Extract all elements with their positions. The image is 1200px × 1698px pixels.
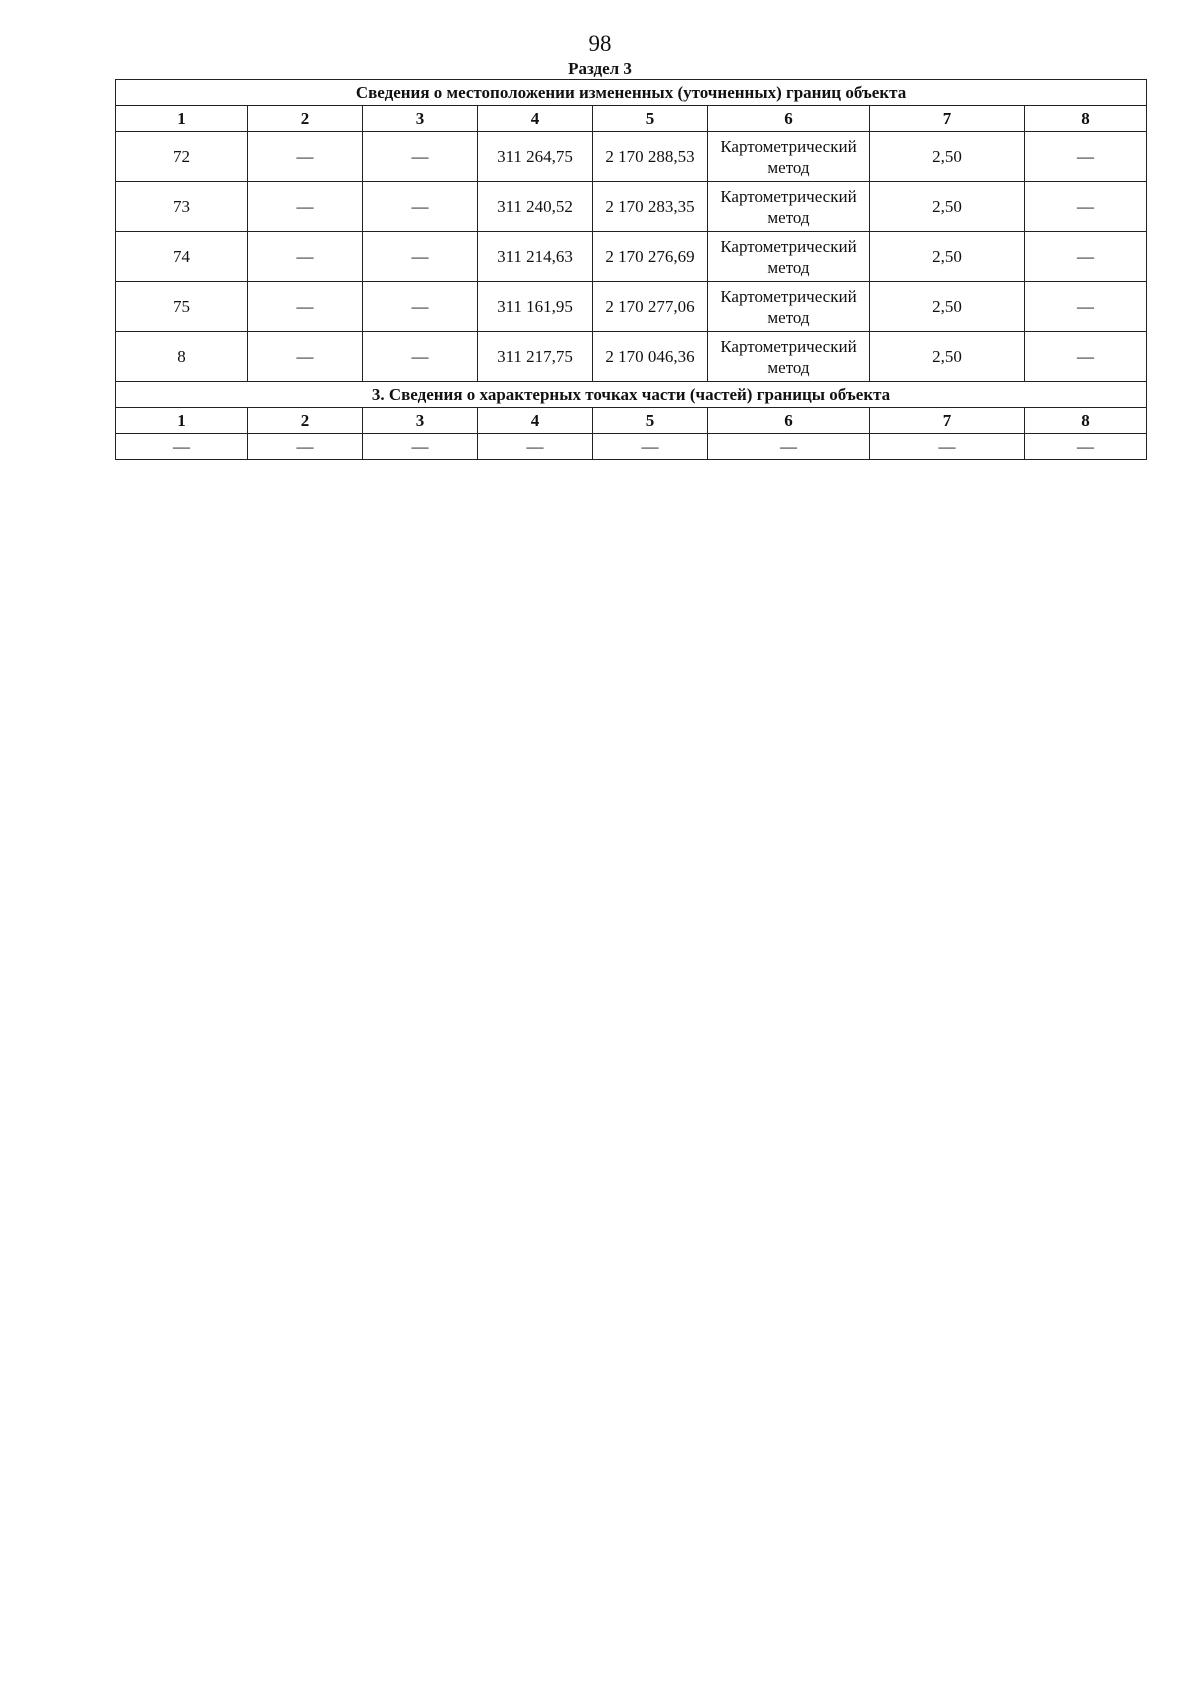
table1-caption bbox=[116, 80, 1147, 106]
table-cell: — bbox=[248, 332, 363, 382]
column-number-cell: 6 bbox=[708, 408, 870, 434]
table-cell: 311 264,75 bbox=[478, 132, 593, 182]
table-cell: 2 170 276,69 bbox=[593, 232, 708, 282]
table-cell: — bbox=[248, 232, 363, 282]
table-cell: 2,50 bbox=[870, 232, 1025, 282]
table-cell: — bbox=[870, 434, 1025, 460]
table-cell: — bbox=[363, 182, 478, 232]
column-number-cell: 2 bbox=[248, 106, 363, 132]
page-number: 98 bbox=[588, 31, 612, 56]
table-cell: — bbox=[1025, 282, 1147, 332]
table-cell: 2 170 283,35 bbox=[593, 182, 708, 232]
table-cell: Картометрический метод bbox=[708, 282, 870, 332]
table-cell: 311 217,75 bbox=[478, 332, 593, 382]
table-cell: Картометрический метод bbox=[708, 332, 870, 382]
column-number-cell: 1 bbox=[116, 408, 248, 434]
column-number-cell: 2 bbox=[248, 408, 363, 434]
column-number-cell: 6 bbox=[708, 106, 870, 132]
table-cell: — bbox=[363, 132, 478, 182]
table2-caption bbox=[116, 382, 1147, 408]
table-cell: 73 bbox=[116, 182, 248, 232]
table-cell: 311 214,63 bbox=[478, 232, 593, 282]
table-cell: 8 bbox=[116, 332, 248, 382]
table-cell: — bbox=[708, 434, 870, 460]
table-cell: — bbox=[248, 434, 363, 460]
table-cell: — bbox=[1025, 132, 1147, 182]
column-number-cell: 3 bbox=[363, 106, 478, 132]
table-cell: — bbox=[363, 434, 478, 460]
table-cell: 311 240,52 bbox=[478, 182, 593, 232]
table-cell: 311 161,95 bbox=[478, 282, 593, 332]
table-row bbox=[116, 332, 1147, 382]
column-number-cell: 7 bbox=[870, 106, 1025, 132]
table-cell: Картометрический метод bbox=[708, 182, 870, 232]
column-number-cell: 5 bbox=[593, 408, 708, 434]
column-number-cell: 4 bbox=[478, 408, 593, 434]
table2-column-numbers bbox=[116, 408, 1147, 434]
table-cell: — bbox=[1025, 182, 1147, 232]
table-cell: — bbox=[248, 282, 363, 332]
column-number-cell: 4 bbox=[478, 106, 593, 132]
column-number-cell: 5 bbox=[593, 106, 708, 132]
column-number-cell: 8 bbox=[1025, 106, 1147, 132]
table-cell: — bbox=[1025, 232, 1147, 282]
table-cell: — bbox=[248, 132, 363, 182]
table-cell: — bbox=[248, 182, 363, 232]
table2-caption-cell: 3. Сведения о характерных точках части (частей) границы объекта bbox=[116, 382, 1147, 408]
table-cell: — bbox=[1025, 332, 1147, 382]
column-number-cell: 7 bbox=[870, 408, 1025, 434]
table-cell: — bbox=[363, 332, 478, 382]
table-cell: 2 170 277,06 bbox=[593, 282, 708, 332]
table-cell: Картометрический метод bbox=[708, 232, 870, 282]
section-title: Раздел 3 bbox=[568, 59, 632, 78]
column-number-cell: 3 bbox=[363, 408, 478, 434]
table-cell: 75 bbox=[116, 282, 248, 332]
table-cell: — bbox=[363, 232, 478, 282]
table-cell: 2,50 bbox=[870, 332, 1025, 382]
table-body bbox=[116, 80, 1147, 460]
table-cell: 2,50 bbox=[870, 132, 1025, 182]
table-cell: 72 bbox=[116, 132, 248, 182]
column-number-cell: 1 bbox=[116, 106, 248, 132]
table-cell: Картометрический метод bbox=[708, 132, 870, 182]
table-row bbox=[116, 232, 1147, 282]
table1-caption-cell: Сведения о местоположении измененных (уточненных) границ объекта bbox=[116, 80, 1147, 106]
table-cell: 2 170 288,53 bbox=[593, 132, 708, 182]
table-row bbox=[116, 182, 1147, 232]
table-cell: 2,50 bbox=[870, 182, 1025, 232]
boundary-table bbox=[115, 79, 1147, 460]
column-number-cell: 8 bbox=[1025, 408, 1147, 434]
table-row bbox=[116, 132, 1147, 182]
table-cell: 2 170 046,36 bbox=[593, 332, 708, 382]
table1-column-numbers bbox=[116, 106, 1147, 132]
table-cell: — bbox=[363, 282, 478, 332]
table-row bbox=[116, 282, 1147, 332]
table-cell: 2,50 bbox=[870, 282, 1025, 332]
table-cell: — bbox=[478, 434, 593, 460]
table-cell: — bbox=[593, 434, 708, 460]
table-cell: — bbox=[1025, 434, 1147, 460]
table-cell: 74 bbox=[116, 232, 248, 282]
table-row bbox=[116, 434, 1147, 460]
table-cell: — bbox=[116, 434, 248, 460]
